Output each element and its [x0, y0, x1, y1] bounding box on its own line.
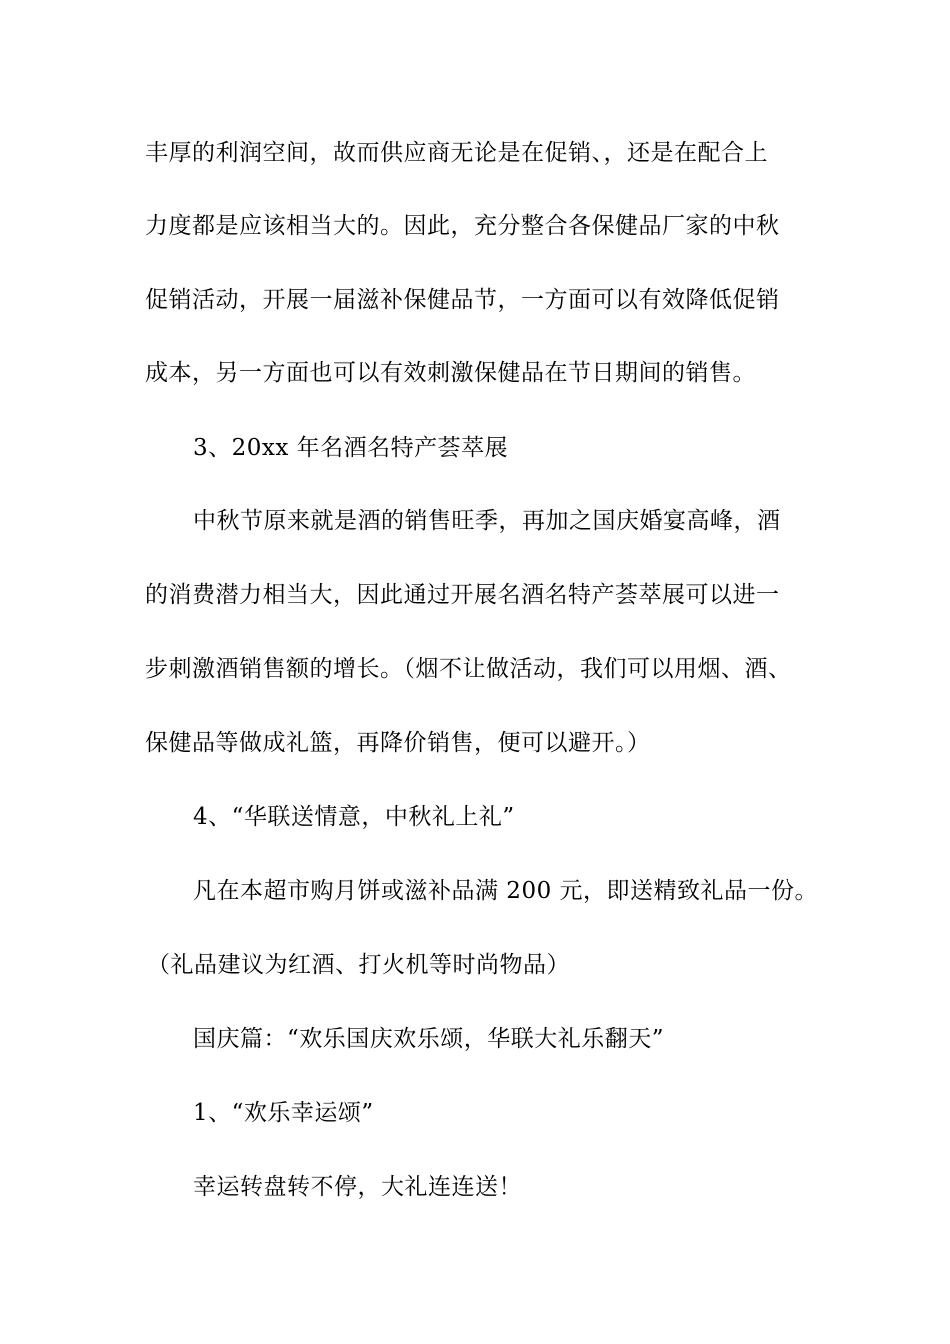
paragraph-line: 的消费潜力相当大，因此通过开展名酒名特产荟萃展可以进一 — [145, 582, 780, 608]
paragraph-line: 步刺激酒销售额的增长。（烟不让做活动，我们可以用烟、酒、 — [145, 656, 792, 682]
section-heading: 3、20xx 年名酒名特产荟萃展 — [193, 435, 509, 461]
paragraph-line: 幸运转盘转不停，大礼连连送！ — [193, 1174, 522, 1200]
paragraph-line: 中秋节原来就是酒的销售旺季，再加之国庆婚宴高峰，酒 — [193, 508, 781, 534]
paragraph-line: 力度都是应该相当大的。因此，充分整合各保健品厂家的中秋 — [145, 213, 780, 239]
section-heading: 1、“欢乐幸运颂” — [193, 1100, 374, 1126]
section-heading: 国庆篇：“欢乐国庆欢乐颂，华联大礼乐翻天” — [193, 1026, 665, 1052]
paragraph-line: 丰厚的利润空间，故而供应商无论是在促销、，还是在配合上 — [145, 140, 768, 166]
paragraph-line: （礼品建议为红酒、打火机等时尚物品） — [147, 952, 570, 978]
paragraph-line: 成本，另一方面也可以有效刺激保健品在节日期间的销售。 — [145, 360, 756, 386]
section-heading: 4、“华联送情意，中秋礼上礼” — [193, 804, 515, 830]
paragraph-line: 凡在本超市购月饼或滋补品满 200 元，即送精致礼品一份。 — [193, 878, 819, 904]
paragraph-line: 促销活动，开展一届滋补保健品节，一方面可以有效降低促销 — [145, 287, 780, 313]
paragraph-line: 保健品等做成礼篮，再降价销售，便可以避开。） — [145, 730, 651, 756]
